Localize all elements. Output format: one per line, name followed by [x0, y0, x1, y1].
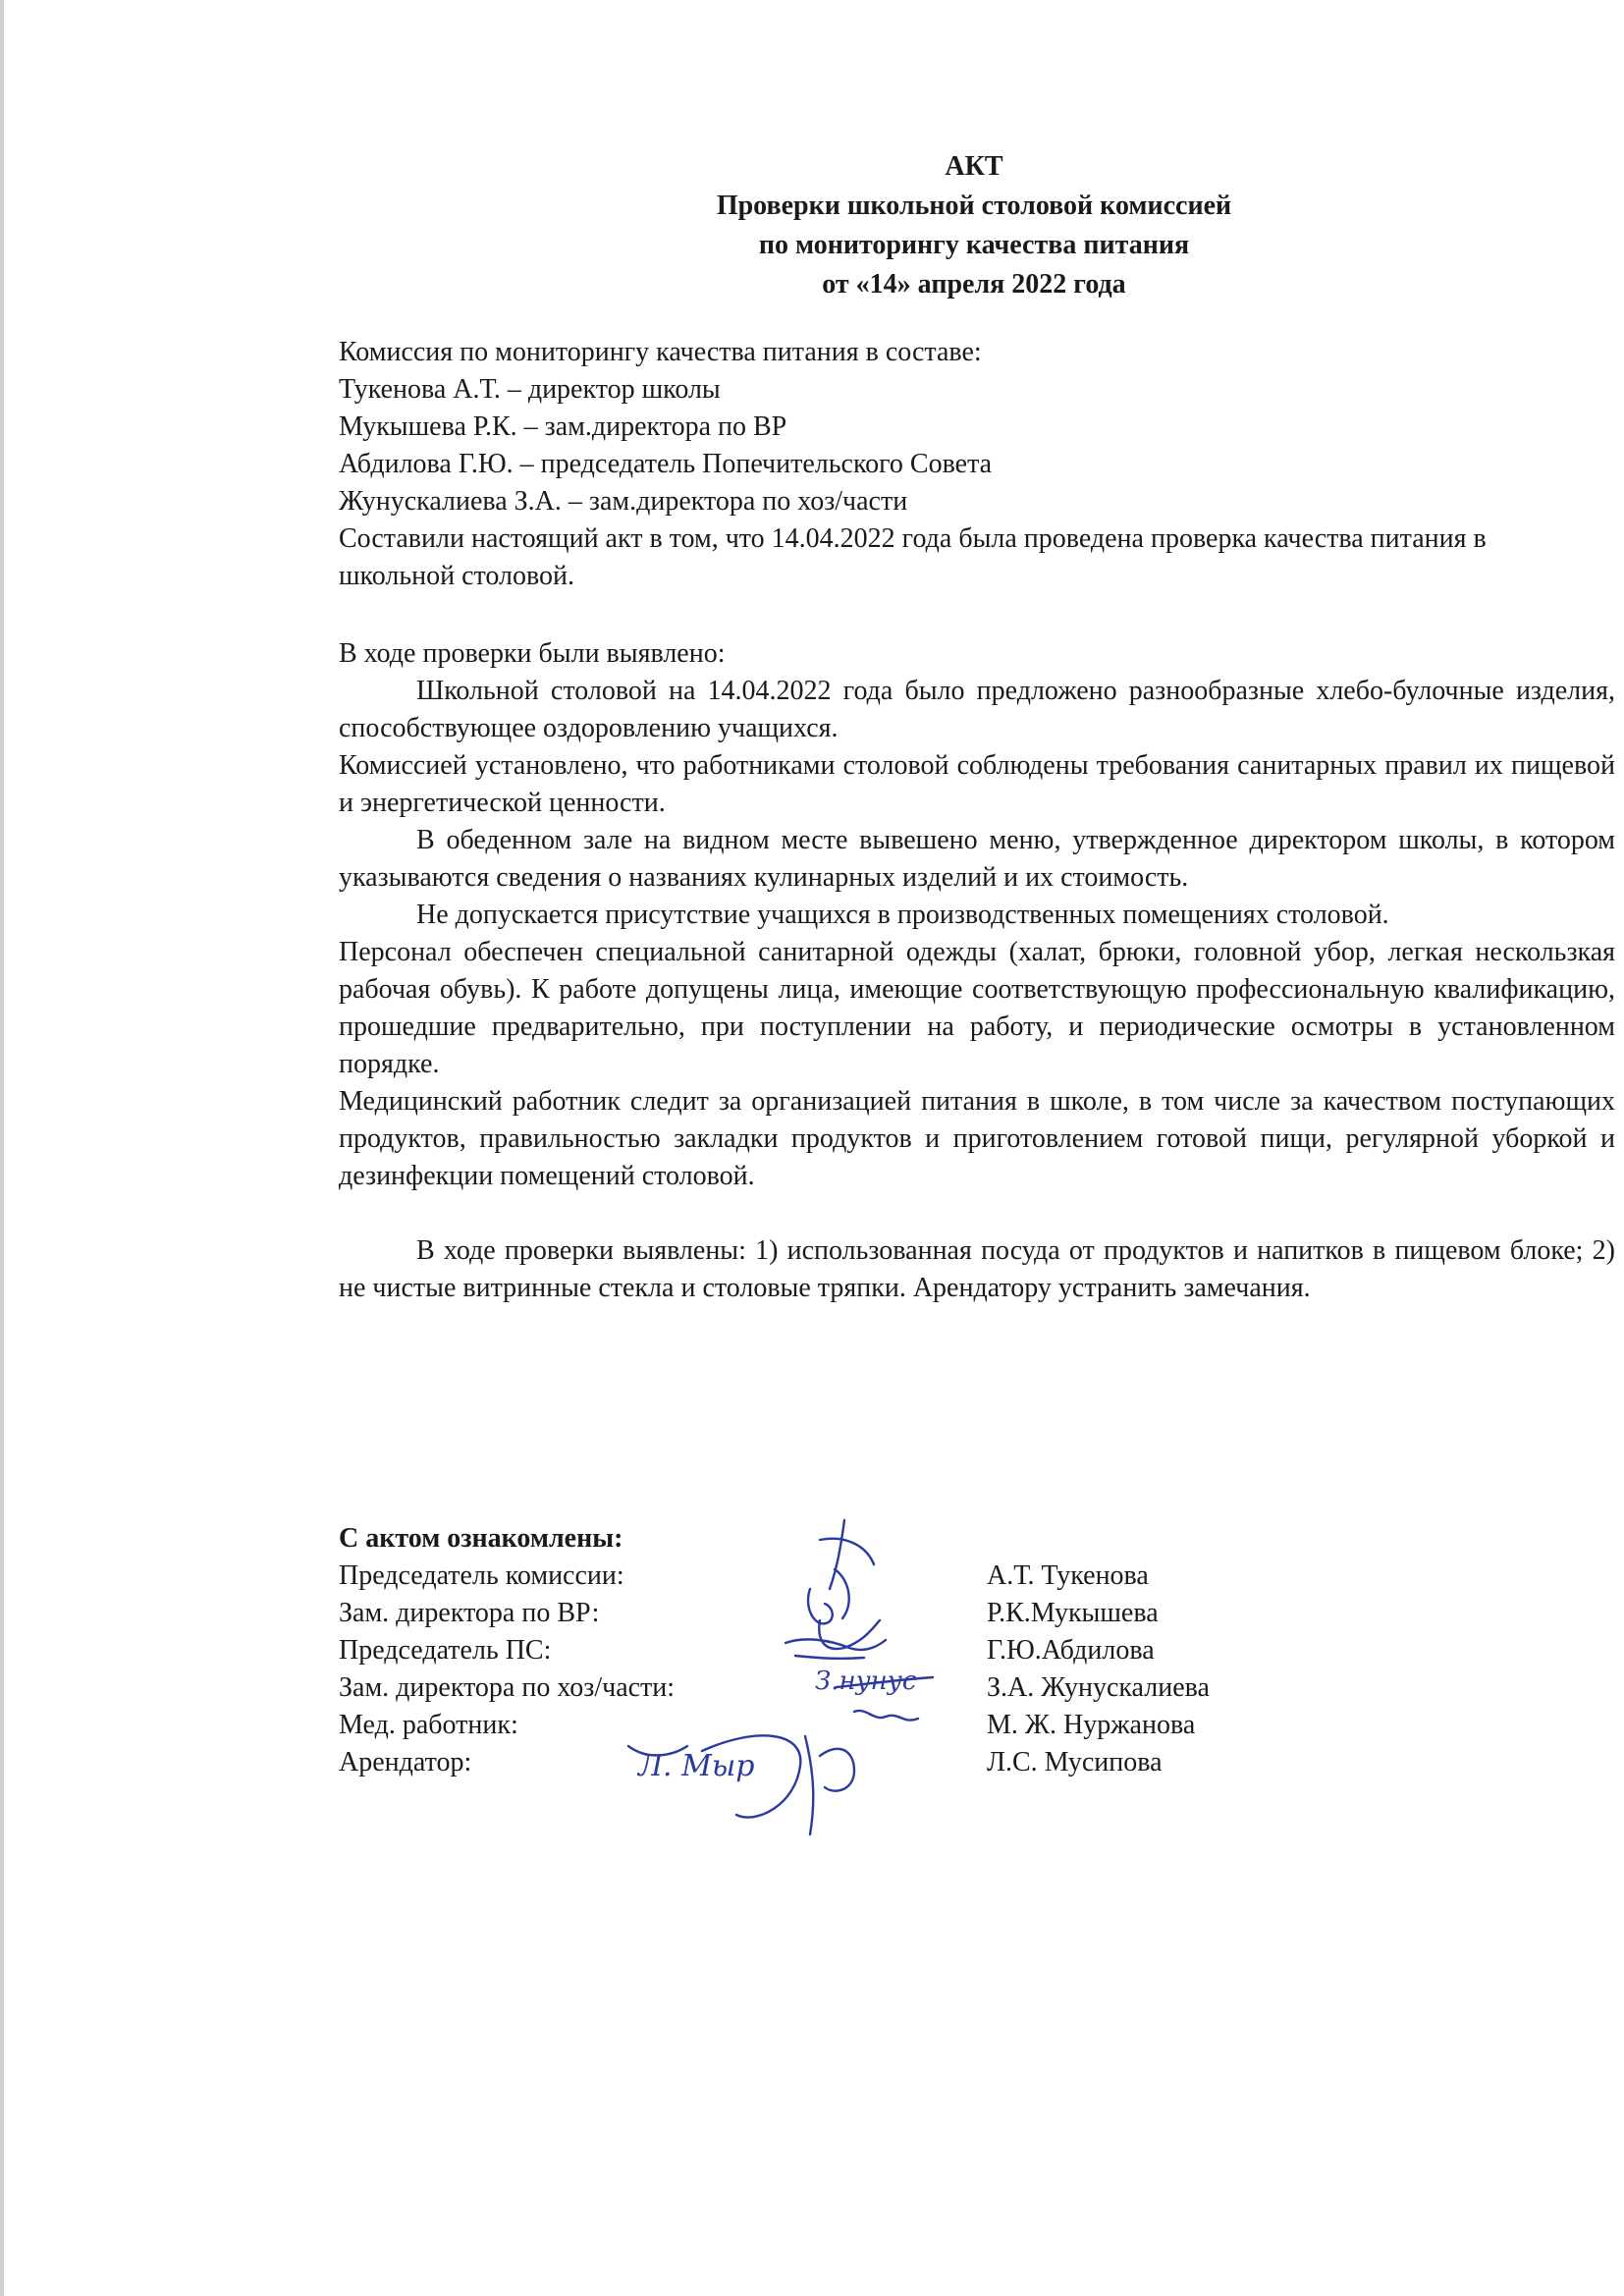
commission-member: Абдилова Г.Ю. – председатель Попечительского Совета: [339, 449, 993, 479]
commission-member: Жунускалиева З.А. – зам.директора по хоз/части: [339, 486, 908, 517]
signature-role: Зам. директора по хоз/части:: [339, 1672, 676, 1703]
findings-paragraph: Медицинский работник следит за организацией питания в школе, в том числе за качеством поступающих продуктов, правильностью закладки продуктов и приготовлением готовой пищи, регулярной уборкой и дезинфекции помещений столовой.: [339, 1086, 1615, 1191]
document-subtitle-2: по мониторингу качества питания: [758, 230, 1190, 260]
signature-role: Мед. работник:: [339, 1710, 518, 1740]
signature-role: Зам. директора по ВР:: [339, 1598, 600, 1628]
signatures-heading: С актом ознакомлены:: [339, 1523, 623, 1554]
findings-paragraph: В ходе проверки выявлены: 1) использованная посуда от продуктов и напитков в пищевом блоке; 2) не чистые витринные стекла и столовые тряпки. Арендатору устранить замечания.: [339, 1235, 1615, 1303]
signature-role: Арендатор:: [339, 1747, 472, 1777]
signature-tukenova: [820, 1520, 874, 1618]
findings-paragraph: Персонал обеспечен специальной санитарной одежды (халат, брюки, головной убор, легкая нескользкая рабочая обувь). К работе допущены лица, имеющие соответствующую профессиональную квалификацию, прошедшие предварительно, при поступлении на работу, и периодические осмотры в установленном порядке.: [339, 937, 1615, 1079]
signature-nurzhanova: [854, 1711, 918, 1721]
findings-block: [339, 635, 1615, 1307]
signature-role: Председатель ПС:: [339, 1635, 552, 1666]
paragraph-gap: [339, 1195, 1615, 1232]
document-title: АКТ: [945, 151, 1003, 182]
findings-paragraph: Комиссией установлено, что работниками столовой соблюдены требования санитарных правил их пищевой и энергетической ценности.: [339, 750, 1615, 818]
signature-name: З.А. Жунускалиева: [987, 1672, 1210, 1703]
handwritten-zhunuskalieva: З.нунус: [815, 1667, 917, 1696]
document-subtitle-1: Проверки школьной столовой комиссией: [716, 191, 1232, 221]
title-block: [0, 147, 1624, 304]
commission-block: [339, 334, 1615, 520]
findings-heading: В ходе проверки были выявлено:: [339, 638, 726, 669]
commission-heading: Комиссия по мониторингу качества питания в составе:: [339, 337, 982, 367]
signature-name: А.Т. Тукенова: [987, 1560, 1149, 1591]
statement-paragraph: Составили настоящий акт в том, что 14.04.2022 года была проведена проверка качества питания в школьной столовой.: [339, 523, 1487, 591]
signature-name: М. Ж. Нуржанова: [987, 1710, 1196, 1740]
signature-role: Председатель комиссии:: [339, 1560, 624, 1591]
document-date: от «14» апреля 2022 года: [822, 269, 1126, 300]
findings-paragraph: Школьной столовой на 14.04.2022 года было предложено разнообразные хлебо-булочные изделия, способствующее оздоровлению учащихся.: [339, 676, 1615, 743]
handwritten-signatures: [609, 1510, 982, 1844]
signature-name: Р.К.Мукышева: [987, 1598, 1159, 1628]
scan-edge: [0, 0, 4, 2296]
findings-paragraph: В обеденном зале на видном месте вывешено меню, утвержденное директором школы, в котором указываются сведения о названиях кулинарных изделий и их стоимость.: [339, 825, 1615, 893]
commission-member: Мукышева Р.К. – зам.директора по ВР: [339, 411, 787, 442]
handwritten-musipova: Л. Мыр: [638, 1749, 755, 1783]
signature-name: Г.Ю.Абдилова: [987, 1635, 1155, 1666]
commission-member: Тукенова А.Т. – директор школы: [339, 374, 721, 405]
signature-name: Л.С. Мусипова: [987, 1747, 1163, 1777]
findings-paragraph: Не допускается присутствие учащихся в производственных помещениях столовой.: [416, 900, 1389, 930]
